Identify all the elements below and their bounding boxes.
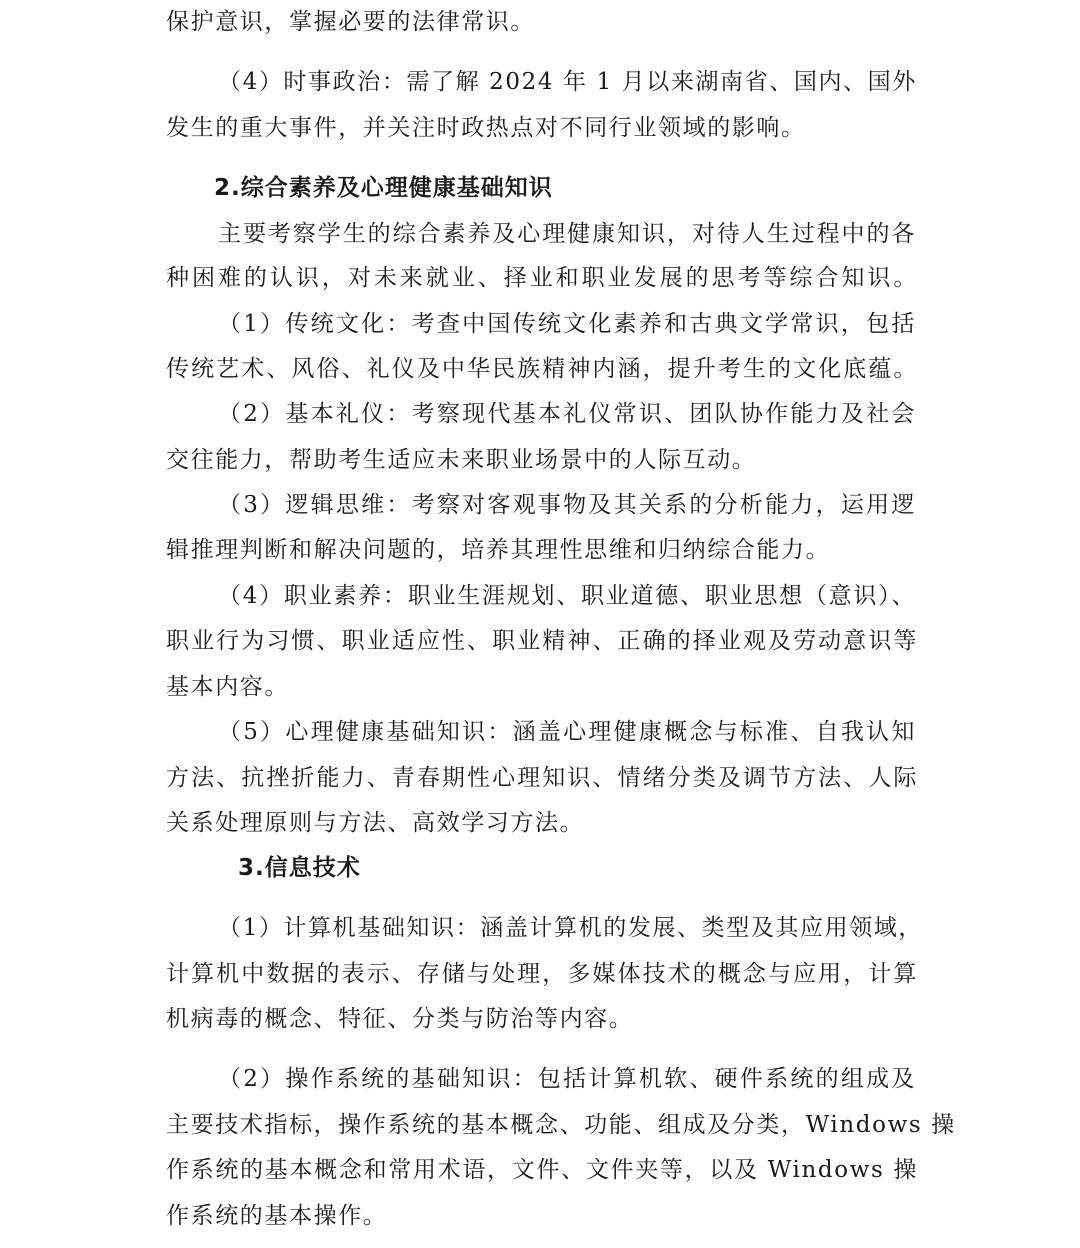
- list-item-current-affairs: （4）时事政治：需了解 2024 年 1 月以来湖南省、国内、国外: [218, 69, 917, 95]
- paragraph-line: 发生的重大事件，并关注时政热点对不同行业领域的影响。: [166, 115, 806, 141]
- paragraph-intro: 主要考察学生的综合素养及心理健康知识，对待人生过程中的各: [218, 221, 916, 247]
- paragraph-line: 交往能力，帮助考生适应未来职业场景中的人际互动。: [166, 447, 757, 473]
- paragraph-line: 主要技术指标，操作系统的基本概念、功能、组成及分类，Windows 操: [166, 1112, 956, 1138]
- paragraph-line: 基本内容。: [166, 674, 289, 700]
- section-heading-information-technology: 3.信息技术: [238, 855, 361, 881]
- paragraph-line: 作系统的基本概念和常用术语，文件、文件夹等，以及 Windows 操: [166, 1157, 918, 1183]
- paragraph-line: 关系处理原则与方法、高效学习方法。: [166, 810, 585, 836]
- list-item-traditional-culture: （1）传统文化：考查中国传统文化素养和古典文学常识，包括: [218, 311, 916, 337]
- list-item-operating-system: （2）操作系统的基础知识：包括计算机软、硬件系统的组成及: [218, 1066, 916, 1092]
- paragraph-line: 职业行为习惯、职业适应性、职业精神、正确的择业观及劳动意识等: [166, 628, 918, 654]
- paragraph-line: 传统艺术、风俗、礼仪及中华民族精神内涵，提升考生的文化底蕴。: [166, 356, 918, 382]
- paragraph-line: 机病毒的概念、特征、分类与防治等内容。: [166, 1006, 634, 1032]
- paragraph-line: 种困难的认识，对未来就业、择业和职业发展的思考等综合知识。: [166, 265, 918, 291]
- list-item-mental-health: （5）心理健康基础知识：涵盖心理健康概念与标准、自我认知: [218, 719, 916, 745]
- list-item-computer-basics: （1）计算机基础知识：涵盖计算机的发展、类型及其应用领域，: [218, 915, 924, 941]
- paragraph-line: 作系统的基本操作。: [166, 1203, 388, 1229]
- list-item-logical-thinking: （3）逻辑思维：考察对客观事物及其关系的分析能力，运用逻: [218, 492, 916, 518]
- list-item-professional-literacy: （4）职业素养：职业生涯规划、职业道德、职业思想（意识）、: [218, 583, 916, 609]
- paragraph-line: 辑推理判断和解决问题的，培养其理性思维和归纳综合能力。: [166, 537, 831, 563]
- paragraph-line: 保护意识，掌握必要的法律常识。: [166, 9, 535, 35]
- paragraph-line: 计算机中数据的表示、存储与处理，多媒体技术的概念与应用，计算: [166, 961, 918, 987]
- paragraph-line: 方法、抗挫折能力、青春期性心理知识、情绪分类及调节方法、人际: [166, 765, 918, 791]
- list-item-etiquette: （2）基本礼仪：考察现代基本礼仪常识、团队协作能力及社会: [218, 401, 916, 427]
- section-heading-comprehensive-literacy: 2.综合素养及心理健康基础知识: [214, 175, 553, 201]
